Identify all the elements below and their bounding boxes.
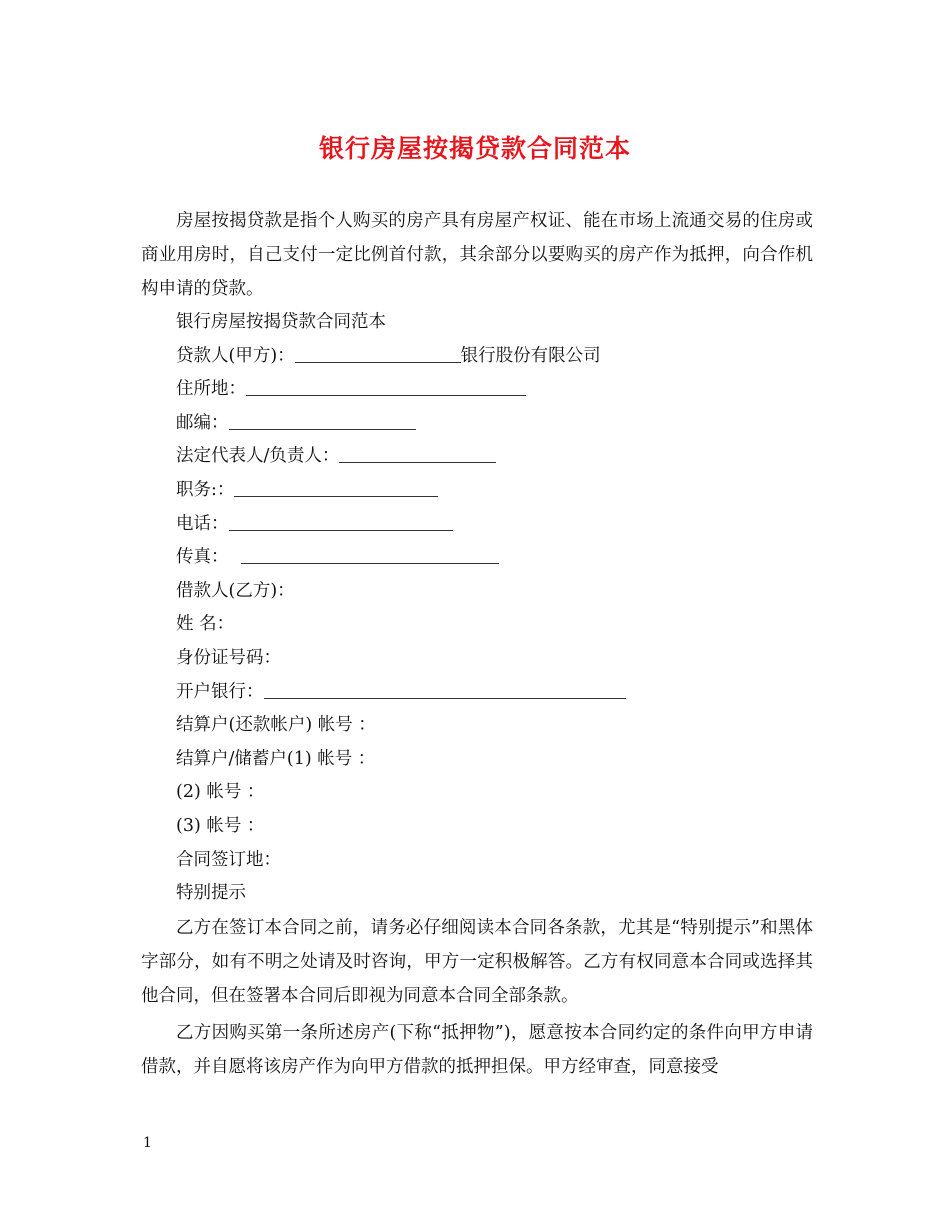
lender-phone-line bbox=[141, 508, 813, 542]
borrower-name-line: 姓 名： bbox=[176, 614, 235, 635]
account-3-line: (3) 帐号 ： bbox=[176, 815, 265, 836]
lender-postcode-line bbox=[141, 407, 813, 441]
lender-address-line bbox=[141, 373, 813, 407]
borrower-bank-line bbox=[141, 676, 813, 710]
borrower-bank-label: 开户银行： bbox=[176, 681, 264, 702]
settlement-account-line: 结算户(还款帐户) 帐号 ： bbox=[176, 715, 376, 736]
lender-phone-blank bbox=[229, 510, 453, 531]
page-number: 1 bbox=[143, 1135, 152, 1151]
lender-line bbox=[141, 340, 813, 374]
lender-phone-label: 电话： bbox=[176, 513, 229, 534]
borrower-id-line: 身份证号码： bbox=[176, 647, 281, 668]
lender-label: 贷款人(甲方)： bbox=[176, 345, 295, 366]
contract-subtitle: 银行房屋按揭贷款合同范本 bbox=[176, 312, 386, 332]
lender-representative-label: 法定代表人/负责人： bbox=[176, 446, 340, 467]
special-notice-paragraph: 乙方在签订本合同之前，请务必仔细阅读本合同各条款，尤其是“特别提示”和黑体字部分，如有不明之处请及时咨询，甲方一定积极解答。乙方有权同意本合同或选择其他合同，但在签署本合同后即视为同意本合同全部条款。 bbox=[141, 917, 813, 1006]
intro-paragraph: 房屋按揭贷款是指个人购买的房产具有房屋产权证、能在市场上流通交易的住房或商业用房时，自己支付一定比例首付款，其余部分以要购买的房产作为抵押，向合作机构申请的贷款。 bbox=[141, 211, 813, 299]
special-notice-heading: 特别提示 bbox=[176, 883, 246, 904]
lender-position-label: 职务:： bbox=[176, 479, 235, 500]
lender-postcode-blank bbox=[229, 409, 416, 430]
lender-fax-label: 传真： bbox=[176, 547, 229, 568]
account-2-line: (2) 帐号 ： bbox=[176, 782, 265, 803]
savings-account-line: 结算户/储蓄户(1) 帐号 ： bbox=[176, 748, 376, 769]
lender-postcode-label: 邮编： bbox=[176, 412, 229, 433]
lender-representative-line bbox=[141, 440, 813, 474]
borrower-bank-blank bbox=[264, 678, 626, 699]
lender-position-line bbox=[141, 474, 813, 508]
lender-name-blank bbox=[295, 342, 461, 363]
document-body bbox=[141, 204, 813, 1084]
lender-position-blank bbox=[234, 476, 438, 497]
preamble-paragraph: 乙方因购买第一条所述房产(下称“抵押物”)，愿意按本合同约定的条件向甲方申请借款，并自愿将该房产作为向甲方借款的抵押担保。甲方经审查，同意接受 bbox=[141, 1022, 813, 1077]
lender-suffix: 银行股份有限公司 bbox=[460, 345, 601, 366]
lender-representative-blank bbox=[339, 442, 496, 463]
lender-address-label: 住所地： bbox=[176, 379, 246, 400]
lender-address-blank bbox=[246, 375, 526, 396]
document-title: 银行房屋按揭贷款合同范本 bbox=[318, 134, 631, 163]
lender-fax-blank bbox=[241, 543, 499, 564]
signing-place-line: 合同签订地： bbox=[176, 849, 281, 870]
borrower-heading: 借款人(乙方)： bbox=[176, 580, 295, 601]
lender-fax-line bbox=[141, 541, 813, 575]
